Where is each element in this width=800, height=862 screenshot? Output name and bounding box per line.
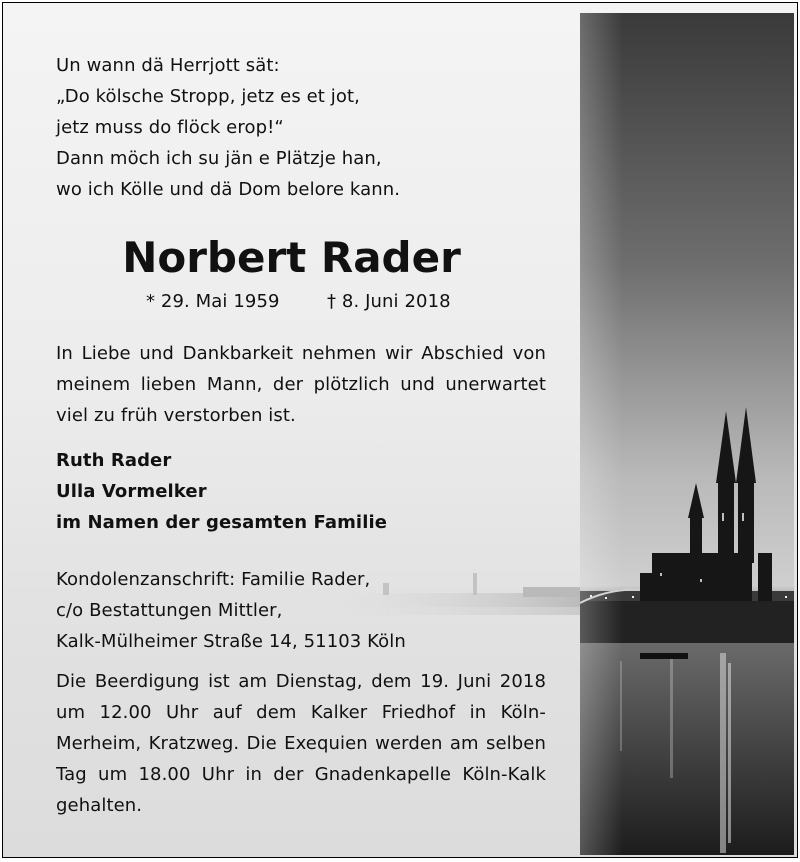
funeral-line: Merheim, Kratzweg. Die Exequien werden am selben bbox=[56, 733, 546, 754]
farewell-line: meinem lieben Mann, der plötzlich und unerwartet bbox=[56, 374, 546, 395]
address-line: Kondolenzanschrift: Familie Rader, bbox=[56, 569, 371, 590]
poem-line: Un wann dä Herrjott sät: bbox=[56, 55, 280, 76]
funeral-line: Tag um 18.00 Uhr in der Gnadenkapelle Köln-Kalk bbox=[56, 764, 546, 785]
address-line: Kalk-Mülheimer Straße 14, 51103 Köln bbox=[56, 631, 406, 652]
poem-line: wo ich Kölle und dä Dom belore kann. bbox=[56, 179, 401, 200]
birth-date: * 29. Mai 1959 bbox=[146, 291, 280, 312]
cologne-cathedral-photo bbox=[580, 13, 794, 855]
poem-line: Dann möch ich su jän e Plätzje han, bbox=[56, 148, 382, 169]
funeral-line: Die Beerdigung ist am Dienstag, dem 19. Juni 2018 bbox=[56, 671, 546, 692]
farewell-line: viel zu früh verstorben ist. bbox=[56, 405, 296, 426]
funeral-details bbox=[56, 666, 546, 821]
funeral-line: um 12.00 Uhr auf dem Kalker Friedhof in Köln- bbox=[56, 702, 546, 723]
poem-line: jetz muss do flöck erop!“ bbox=[56, 117, 284, 138]
mourners-list bbox=[56, 445, 387, 538]
death-date: † 8. Juni 2018 bbox=[327, 291, 451, 312]
condolence-address bbox=[56, 564, 406, 657]
address-line: c/o Bestattungen Mittler, bbox=[56, 600, 283, 621]
funeral-line: gehalten. bbox=[56, 795, 143, 816]
poem bbox=[56, 50, 400, 205]
farewell-line: In Liebe und Dankbarkeit nehmen wir Abschied von bbox=[56, 343, 546, 364]
deceased-name: Norbert Rader bbox=[122, 233, 461, 282]
mourner-name: im Namen der gesamten Familie bbox=[56, 512, 388, 533]
mourner-name: Ruth Rader bbox=[56, 450, 172, 471]
mourner-name: Ulla Vormelker bbox=[56, 481, 207, 502]
poem-line: „Do kölsche Stropp, jetz es et jot, bbox=[56, 86, 360, 107]
farewell-text bbox=[56, 338, 546, 431]
obituary-notice bbox=[2, 2, 798, 858]
